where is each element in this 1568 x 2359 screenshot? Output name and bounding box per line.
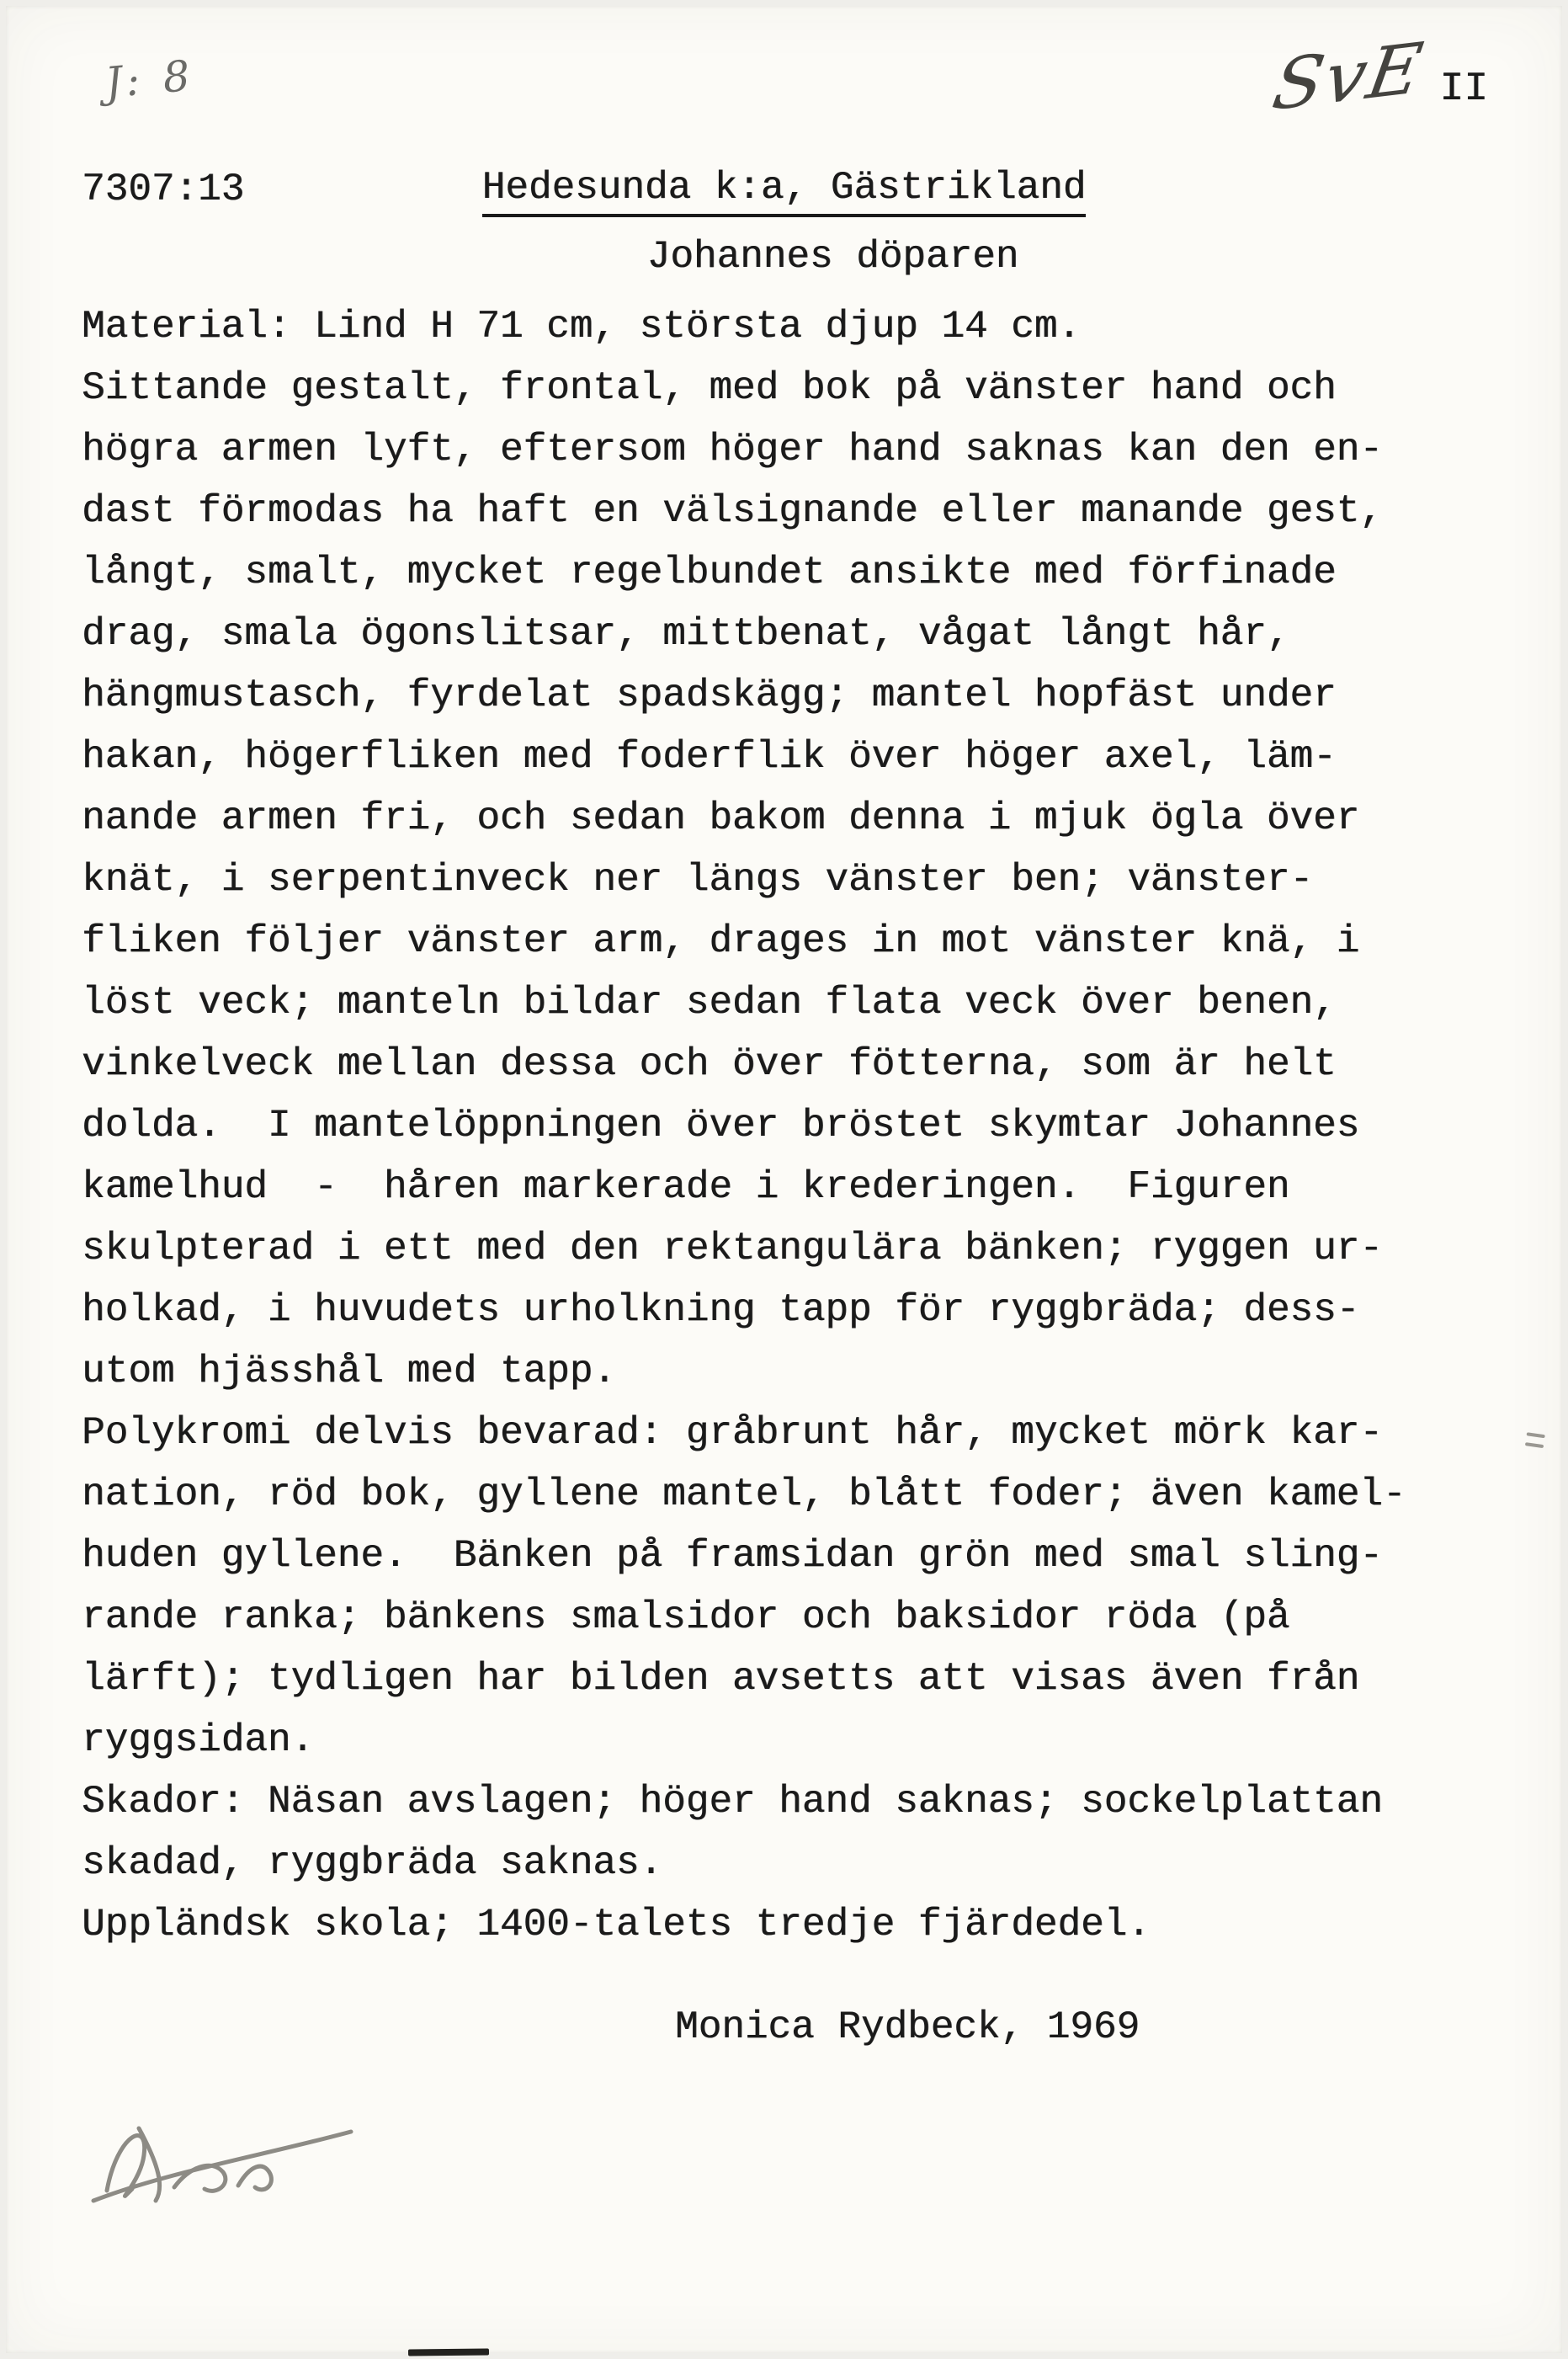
text-line: Polykromi delvis bevarad: gråbrunt hår, mycket mörk kar- <box>82 1411 1383 1455</box>
scan-edge-artifact <box>408 2348 489 2356</box>
document-body <box>82 296 1537 1956</box>
document-subtitle: Johannes döparen <box>646 235 1019 279</box>
text-line: skulpterad i ett med den rektangulära bänken; ryggen ur- <box>82 1227 1383 1270</box>
text-line: skadad, ryggbräda saknas. <box>82 1841 663 1885</box>
text-line: nande armen fri, och sedan bakom denna i mjuk ögla över <box>82 796 1360 840</box>
text-line: utom hjässhål med tapp. <box>82 1350 616 1393</box>
pencil-annotation-top-left: J: 8 <box>103 51 197 108</box>
document-page <box>6 6 1562 2353</box>
text-line: kamelhud - håren markerade i krederingen. Figuren <box>82 1165 1290 1209</box>
title-row <box>6 166 1562 217</box>
subtitle-row <box>6 235 1562 279</box>
text-line: Uppländsk skola; 1400-talets tredje fjärdedel. <box>82 1903 1151 1946</box>
text-line: rande ranka; bänkens smalsidor och baksidor röda (på <box>82 1595 1290 1639</box>
text-line: löst veck; manteln bildar sedan flata veck över benen, <box>82 981 1337 1025</box>
handwritten-signature-scribble-icon <box>83 2106 361 2224</box>
text-line: högra armen lyft, eftersom höger hand saknas kan den en- <box>82 428 1383 471</box>
text-line: Sittande gestalt, frontal, med bok på vänster hand och <box>82 366 1337 410</box>
document-title: Hedesunda k:a, Gästrikland <box>482 166 1087 217</box>
text-line: Skador: Näsan avslagen; höger hand saknas; sockelplattan <box>82 1780 1383 1824</box>
text-line: vinkelveck mellan dessa och över fötterna, som är helt <box>82 1042 1337 1086</box>
text-line: hakan, högerfliken med foderflik över höger axel, läm- <box>82 735 1337 779</box>
top-right-annotations <box>1267 26 1488 127</box>
text-line: knät, i serpentinveck ner längs vänster ben; vänster- <box>82 858 1314 902</box>
typed-volume-numeral: II <box>1439 67 1488 112</box>
text-line: huden gyllene. Bänken på framsidan grön med smal sling- <box>82 1534 1383 1578</box>
attribution: Monica Rydbeck, 1969 <box>675 2005 1140 2049</box>
text-line: nation, röd bok, gyllene mantel, blått foder; även kamel- <box>82 1472 1406 1516</box>
text-line: fliken följer vänster arm, drages in mot vänster knä, i <box>82 919 1360 963</box>
text-line: ryggsidan. <box>82 1718 315 1762</box>
text-line: långt, smalt, mycket regelbundet ansikte med förfinade <box>82 551 1337 594</box>
text-line: dolda. I mantelöppningen över bröstet skymtar Johannes <box>82 1104 1360 1148</box>
text-line: hängmustasch, fyrdelat spadskägg; mantel hopfäst under <box>82 674 1337 717</box>
handwritten-series-mark: SvE <box>1267 26 1430 127</box>
text-line: Material: Lind H 71 cm, största djup 14 cm. <box>82 305 1081 349</box>
text-line: lärft); tydligen har bilden avsetts att visas även från <box>82 1657 1360 1701</box>
text-line: holkad, i huvudets urholkning tapp för ryggbräda; dess- <box>82 1288 1360 1332</box>
catalog-number: 7307:13 <box>82 168 245 211</box>
pencil-margin-mark-icon <box>1524 1425 1549 1453</box>
text-line: dast förmodas ha haft en välsignande eller manande gest, <box>82 489 1383 533</box>
text-line: drag, smala ögonslitsar, mittbenat, vågat långt hår, <box>82 612 1290 656</box>
